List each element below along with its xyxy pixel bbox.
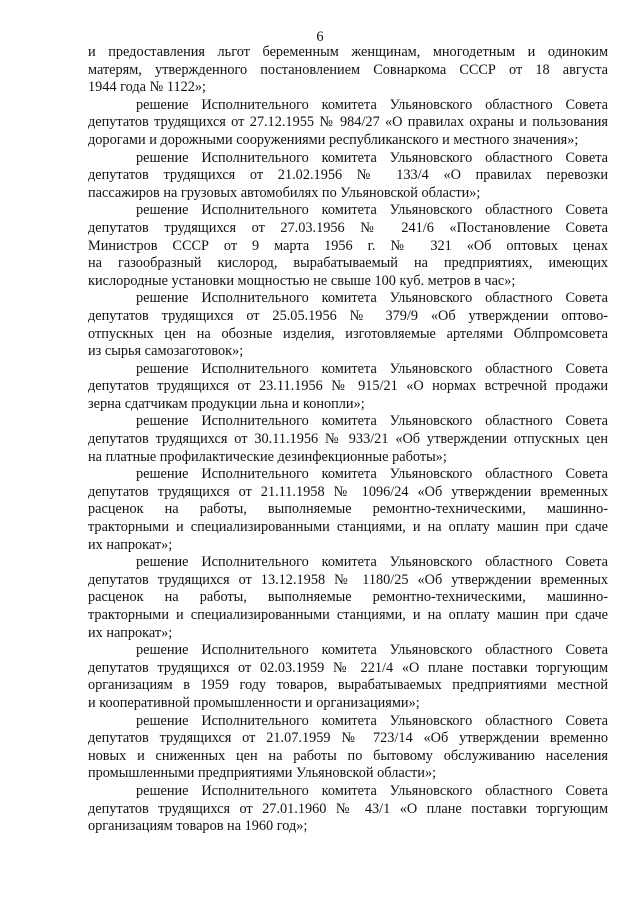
text-line: и предоставления льгот беременным женщинам, многодетным и одиноким bbox=[88, 44, 608, 60]
text-line: решение Исполнительного комитета Ульяновского областного Совета bbox=[136, 782, 608, 799]
text-line: их напрокат»; bbox=[88, 536, 173, 553]
text-line: расценок на работы, выполняемые ремонтно-техническими, машинно- bbox=[88, 501, 608, 518]
text-line: депутатов трудящихся от 30.11.1956 № 933/21 «Об утверждении отпускных цен bbox=[88, 431, 608, 448]
text-line: решение Исполнительного комитета Ульяновского областного Совета bbox=[136, 202, 608, 219]
text-line: депутатов трудящихся от 27.12.1955 № 984/27 «О правилах охраны и пользования bbox=[88, 114, 608, 131]
text-line: организациям товаров на 1960 год»; bbox=[88, 818, 308, 835]
text-line: решение Исполнительного комитета Ульяновского областного Совета bbox=[136, 360, 608, 377]
text-line: депутатов трудящихся от 23.11.1956 № 915/21 «О нормах встречной продажи bbox=[88, 378, 608, 395]
text-line: депутатов трудящихся от 27.01.1960 № 43/1 «О плане поставки торгующим bbox=[88, 800, 608, 817]
text-line: решение Исполнительного комитета Ульяновского областного Совета bbox=[136, 642, 608, 659]
text-line: и кооперативной промышленности и организациями»; bbox=[88, 694, 420, 711]
document-body bbox=[88, 44, 608, 836]
text-line: Министров СССР от 9 марта 1956 г. № 321 «Об оптовых ценах bbox=[88, 237, 608, 254]
text-line: депутатов трудящихся от 21.11.1958 № 1096/24 «Об утверждении временных bbox=[88, 483, 608, 500]
text-line: тракторными и специализированными станциями, и на оплату машин при сдаче bbox=[88, 519, 608, 536]
text-line: их напрокат»; bbox=[88, 624, 173, 641]
text-line: организациям в 1959 году товаров, вырабатываемых предприятиями местной bbox=[88, 677, 608, 694]
text-line: кислородные установки мощностью не свыше 100 куб. метров в час»; bbox=[88, 272, 516, 289]
text-line: решение Исполнительного комитета Ульяновского областного Совета bbox=[136, 554, 608, 571]
text-line: на газообразный кислород, вырабатываемый на предприятиях, имеющих bbox=[88, 255, 608, 272]
page-number: 6 bbox=[316, 29, 324, 45]
text-line: депутатов трудящихся от 27.03.1956 № 241/6 «Постановление Совета bbox=[88, 219, 608, 236]
text-line: решение Исполнительного комитета Ульяновского областного Совета bbox=[136, 712, 608, 729]
text-line: депутатов трудящихся от 21.07.1959 № 723/14 «Об утверждении временно bbox=[88, 730, 608, 747]
text-line: пассажиров на грузовых автомобилях по Ульяновской области»; bbox=[88, 184, 481, 201]
text-line: решение Исполнительного комитета Ульяновского областного Совета bbox=[136, 96, 608, 113]
text-line: решение Исполнительного комитета Ульяновского областного Совета bbox=[136, 290, 608, 307]
text-line: промышленными предприятиями Ульяновской области»; bbox=[88, 765, 437, 782]
text-line: на платные профилактические дезинфекционные работы»; bbox=[88, 448, 447, 465]
text-line: депутатов трудящихся от 13.12.1958 № 1180/25 «Об утверждении временных bbox=[88, 571, 608, 588]
text-line: из сырья самозаготовок»; bbox=[88, 343, 244, 360]
text-line: зерна сдатчикам продукции льна и конопли»; bbox=[88, 395, 365, 412]
text-line: тракторными и специализированными станциями, и на оплату машин при сдаче bbox=[88, 607, 608, 623]
text-line: расценок на работы, выполняемые ремонтно-техническими, машинно- bbox=[88, 589, 608, 606]
text-line: отпускных цен на обозные изделия, изготовляемые артелями Облпромсовета bbox=[88, 325, 608, 342]
text-line: решение Исполнительного комитета Ульяновского областного Совета bbox=[136, 413, 608, 430]
text-line: 1944 года № 1122»; bbox=[88, 79, 207, 96]
text-line: новых и сниженных цен на работы по бытовому обслуживанию населения bbox=[88, 747, 608, 764]
text-line: депутатов трудящихся от 02.03.1959 № 221/4 «О плане поставки торгующим bbox=[88, 659, 608, 676]
text-line: депутатов трудящихся от 25.05.1956 № 379/9 «Об утверждении оптово- bbox=[88, 307, 608, 324]
text-line: депутатов трудящихся от 21.02.1956 № 133/4 «О правилах перевозки bbox=[88, 167, 608, 184]
text-line: решение Исполнительного комитета Ульяновского областного Совета bbox=[136, 149, 608, 166]
text-line: решение Исполнительного комитета Ульяновского областного Совета bbox=[136, 466, 608, 483]
text-line: дорогами и дорожными сооружениями республиканского и местного значения»; bbox=[88, 131, 579, 148]
text-line: матерям, утвержденного постановлением Совнаркома СССР от 18 августа bbox=[88, 61, 608, 78]
